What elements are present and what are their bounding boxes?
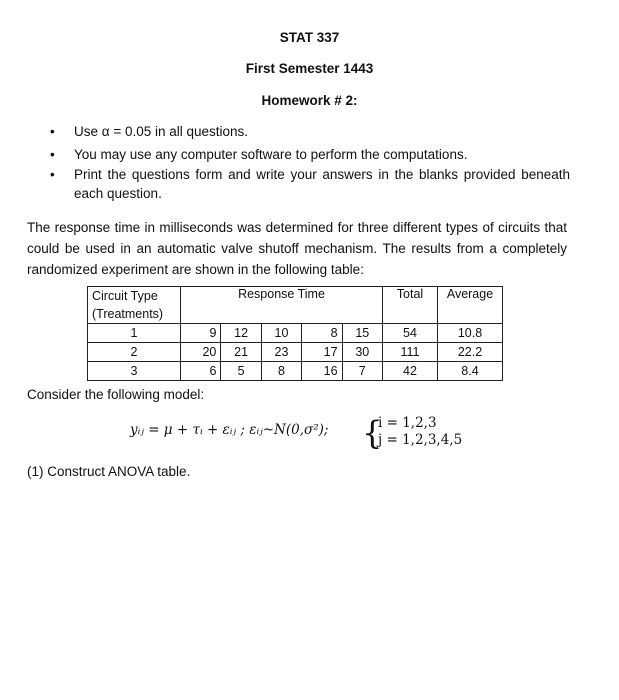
table-row bbox=[88, 324, 503, 343]
cell-value: 8 bbox=[302, 324, 342, 343]
model-formula: yᵢⱼ = μ + τᵢ + εᵢⱼ ; εᵢⱼ~N(0,σ²); bbox=[130, 422, 329, 438]
cell-value: 23 bbox=[261, 343, 301, 362]
cell-value: 17 bbox=[302, 343, 342, 362]
model-intro: Consider the following model: bbox=[27, 387, 205, 402]
cell-average: 22.2 bbox=[438, 343, 503, 362]
condition-i: i = 1,2,3 bbox=[378, 415, 437, 431]
cell-type: 3 bbox=[88, 362, 181, 381]
cell-type: 2 bbox=[88, 343, 181, 362]
course-title: STAT 337 bbox=[279, 30, 340, 45]
table-row bbox=[88, 343, 503, 362]
header-response-time: Response Time bbox=[181, 287, 383, 324]
intro-paragraph: The response time in milliseconds was determined for three different types of circuits that could be used in an automatic valve shutoff mechanism. The results from a completely randomized experiment are shown in the following table: bbox=[27, 220, 567, 277]
model-equation bbox=[130, 414, 463, 452]
homework-title: Homework # 2: bbox=[261, 93, 358, 108]
cell-value: 16 bbox=[302, 362, 342, 381]
cell-average: 8.4 bbox=[438, 362, 503, 381]
cell-total: 111 bbox=[383, 343, 438, 362]
data-table bbox=[87, 286, 503, 381]
bullet-text: You may use any computer software to perform the computations. bbox=[74, 147, 468, 162]
bullet-item bbox=[50, 122, 570, 141]
cell-average: 10.8 bbox=[438, 324, 503, 343]
bullet-icon: • bbox=[50, 147, 55, 162]
bullet-item bbox=[50, 165, 570, 203]
condition-j: j = 1,2,3,4,5 bbox=[378, 432, 463, 448]
semester-title: First Semester 1443 bbox=[245, 61, 374, 76]
header-total: Total bbox=[383, 287, 438, 324]
bullet-text: Use α = 0.05 in all questions. bbox=[74, 124, 249, 139]
cell-value: 21 bbox=[221, 343, 261, 362]
cell-value: 6 bbox=[181, 362, 221, 381]
cell-value: 20 bbox=[181, 343, 221, 362]
cell-value: 5 bbox=[221, 362, 261, 381]
cell-value: 15 bbox=[342, 324, 382, 343]
cell-value: 30 bbox=[342, 343, 382, 362]
table-header-row bbox=[88, 287, 503, 324]
cell-type: 1 bbox=[88, 324, 181, 343]
cell-value: 7 bbox=[342, 362, 382, 381]
table-row bbox=[88, 362, 503, 381]
cell-value: 10 bbox=[261, 324, 301, 343]
bullet-icon: • bbox=[50, 124, 55, 139]
header-circuit-type: Circuit Type (Treatments) bbox=[88, 287, 181, 324]
model-conditions bbox=[378, 415, 462, 449]
question-1: (1) Construct ANOVA table. bbox=[27, 464, 191, 479]
cell-total: 42 bbox=[383, 362, 438, 381]
cell-value: 9 bbox=[181, 324, 221, 343]
cell-total: 54 bbox=[383, 324, 438, 343]
cell-value: 12 bbox=[221, 324, 261, 343]
cell-value: 8 bbox=[261, 362, 301, 381]
brace-icon: { bbox=[362, 414, 383, 452]
bullet-text: Print the questions form and write your answers in the blanks provided beneath each question. bbox=[74, 167, 570, 201]
bullet-item bbox=[50, 145, 570, 164]
header-average: Average bbox=[438, 287, 503, 324]
bullet-icon: • bbox=[50, 167, 55, 182]
